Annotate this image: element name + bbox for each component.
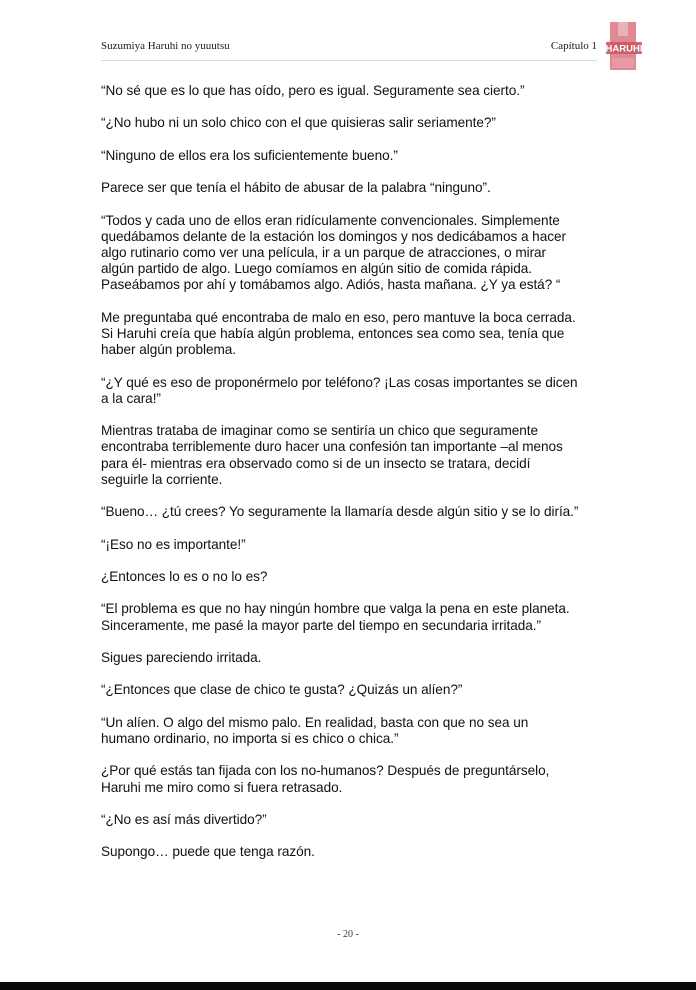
paragraph-line: “¿Y qué es eso de proponérmelo por teléfono? ¡Las cosas importantes se dicen (101, 374, 578, 390)
paragraph (101, 601, 601, 633)
paragraph (101, 180, 601, 196)
paragraph-line: “No sé que es lo que has oído, pero es igual. Seguramente sea cierto.” (101, 83, 525, 98)
paragraph (101, 115, 601, 131)
paragraph-line: “Ninguno de ellos era los suficientemente bueno.” (101, 147, 398, 163)
haruhi-logo (604, 20, 644, 72)
page-header (101, 40, 597, 58)
header-divider (101, 60, 597, 61)
paragraph-line: Si Haruhi creía que había algún problema, entonces sea como sea, tenía que (101, 325, 565, 341)
paragraph (101, 682, 601, 698)
paragraph-line: ¿Por qué estás tan fijada con los no-humanos? Después de preguntárselo, (101, 763, 550, 779)
paragraph (101, 148, 601, 164)
paragraph (101, 569, 601, 585)
paragraph (101, 812, 601, 828)
page-number: - 20 - (337, 929, 359, 940)
paragraph-line: algún partido de algo. Luego comíamos en algún sitio de comida rápida. (101, 261, 533, 277)
paragraph (101, 423, 601, 488)
paragraph-line: “¡Eso no es importante!” (101, 536, 246, 552)
paragraph-line: “¿No hubo ni un solo chico con el que quisieras salir seriamente?” (101, 115, 496, 131)
paragraph (101, 715, 601, 747)
paragraph-line: encontraba terriblemente duro hacer una confesión tan importante –al menos (101, 439, 563, 455)
paragraph-line: haber algún problema. (101, 342, 236, 358)
paragraph-line: “¿No es así más divertido?” (101, 811, 267, 827)
paragraph-line: “Bueno… ¿tú crees? Yo seguramente la llamaría desde algún sitio y se lo diría.” (101, 504, 579, 520)
paragraph (101, 310, 601, 359)
paragraph-line: Supongo… puede que tenga razón. (101, 844, 315, 860)
paragraph (101, 83, 601, 99)
paragraph-line: ¿Entonces lo es o no lo es? (101, 568, 268, 584)
paragraph-line: seguirle la corriente. (101, 471, 223, 487)
paragraph-line: a la cara!” (101, 390, 161, 406)
paragraph-line: Parece ser que tenía el hábito de abusar de la palabra “ninguno”. (101, 180, 491, 196)
paragraph-line: Haruhi me miro como si fuera retrasado. (101, 779, 343, 795)
bottom-border (0, 982, 696, 990)
paragraph (101, 763, 601, 795)
paragraph-line: Me preguntaba qué encontraba de malo en eso, pero mantuve la boca cerrada. (101, 309, 576, 325)
paragraph-line: Sigues pareciendo irritada. (101, 649, 262, 665)
paragraph-line: para él- mientras era observado como si de un insecto se tratara, decidí (101, 455, 531, 471)
paragraph-line: algo rutinario como ver una película, ir a un parque de atracciones, o mirar (101, 244, 547, 260)
paragraph-line: “Todos y cada uno de ellos eran ridículamente convencionales. Simplemente (101, 212, 560, 228)
paragraph (101, 844, 601, 860)
paragraph-line: Paseábamos por ahí y tomábamos algo. Adiós, hasta mañana. ¿Y ya está? “ (101, 277, 561, 293)
paragraph-line: Sinceramente, me pasé la mayor parte del tiempo en secundaria irritada.” (101, 617, 541, 633)
paragraph (101, 650, 601, 666)
paragraph-line: “Un alíen. O algo del mismo palo. En realidad, basta con que no sea un (101, 714, 529, 730)
paragraph-line: “El problema es que no hay ningún hombre que valga la pena en este planeta. (101, 601, 570, 617)
paragraph-line: “¿Entonces que clase de chico te gusta? ¿Quizás un alíen?” (101, 682, 463, 698)
header-book-title: Suzumiya Haruhi no yuuutsu (101, 40, 230, 52)
paragraph (101, 375, 601, 407)
header-chapter: Capítulo 1 (550, 40, 597, 52)
paragraph (101, 213, 601, 294)
paragraph-line: Mientras trataba de imaginar como se sentiría un chico que seguramente (101, 423, 539, 439)
paragraph-line: quedábamos delante de la estación los domingos y nos dedicábamos a hacer (101, 228, 566, 244)
paragraph (101, 504, 601, 520)
svg-text:HARUHI: HARUHI (605, 43, 643, 55)
paragraph (101, 537, 601, 553)
chapter-body-text (101, 83, 601, 877)
paragraph-line: humano ordinario, no importa si es chico o chica.” (101, 730, 399, 746)
